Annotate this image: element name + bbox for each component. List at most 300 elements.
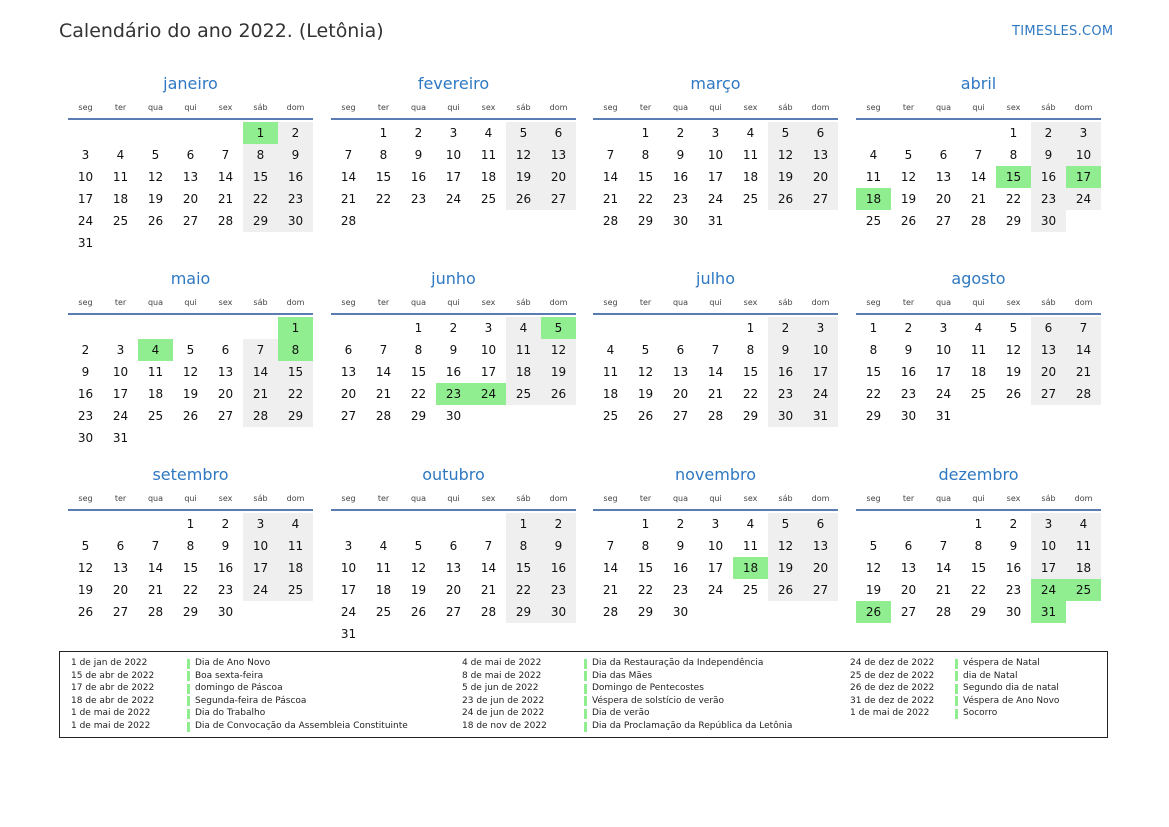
- day-cell: 13: [182, 170, 199, 184]
- day-cell: 21: [217, 192, 234, 206]
- site-link[interactable]: TIMESLES.COM: [1012, 24, 1114, 39]
- day-cell: 2: [414, 126, 423, 140]
- day-cell: 28: [602, 214, 619, 228]
- day-cell: 6: [803, 122, 838, 144]
- weekday-label: ter: [377, 298, 390, 307]
- day-cell: 31: [803, 405, 838, 427]
- weekday-header: [331, 102, 576, 114]
- day-cell: 29: [1005, 214, 1022, 228]
- day-cell: 12: [182, 365, 199, 379]
- day-cell: 20: [803, 166, 838, 188]
- day-cell: 30: [672, 214, 689, 228]
- day-cell: 7: [711, 343, 720, 357]
- weekday-label: sáb: [778, 494, 793, 503]
- weekday-label: qui: [709, 298, 722, 307]
- weekday-label: qui: [447, 298, 460, 307]
- legend-holiday-name: domingo de Páscoa: [195, 683, 283, 694]
- day-cell: 3: [449, 126, 458, 140]
- day-cell: 30: [768, 405, 803, 427]
- day-cell: 28: [243, 405, 278, 427]
- weekday-header: [68, 102, 313, 114]
- weekday-label: qua: [147, 103, 164, 112]
- day-cell: 17: [77, 192, 94, 206]
- day-cell: 1: [506, 513, 541, 535]
- day-cell: 12: [410, 561, 427, 575]
- day-cell: 28: [1066, 383, 1101, 405]
- month-name: novembro: [675, 465, 756, 484]
- day-cell: 5: [768, 122, 803, 144]
- day-cell: 14: [970, 170, 987, 184]
- day-cell: 21: [935, 583, 952, 597]
- day-cell: 13: [672, 365, 689, 379]
- day-cell: 26: [768, 579, 803, 601]
- day-cell: 14: [340, 170, 357, 184]
- day-cell: 7: [484, 539, 493, 553]
- day-cell: 3: [711, 126, 720, 140]
- day-cell: 12: [865, 561, 882, 575]
- holiday-day-cell: 31: [1031, 601, 1066, 623]
- legend-holiday-name: Dia de Ano Novo: [195, 658, 271, 668]
- day-cell: 21: [970, 192, 987, 206]
- month-name: abril: [960, 74, 997, 93]
- holiday-day-cell: 24: [1031, 579, 1066, 601]
- day-cell: 7: [379, 343, 388, 357]
- day-cell: 7: [151, 539, 160, 553]
- legend-marker: [584, 696, 587, 706]
- month-name: agosto: [951, 269, 1006, 288]
- day-cell: 17: [243, 557, 278, 579]
- month-divider: [331, 118, 576, 120]
- day-cell: 31: [340, 627, 357, 641]
- day-cell: 14: [707, 365, 724, 379]
- day-cell: 1: [746, 321, 755, 335]
- day-cell: 18: [1066, 557, 1101, 579]
- day-cell: 17: [340, 583, 357, 597]
- legend-marker: [187, 696, 190, 706]
- weekday-header: [856, 102, 1101, 114]
- day-cell: 19: [865, 583, 882, 597]
- day-cell: 4: [974, 321, 983, 335]
- day-cell: 11: [742, 539, 759, 553]
- day-grid: [68, 122, 313, 254]
- month-outubro: [331, 465, 576, 645]
- legend-date: 24 de jun de 2022: [462, 708, 545, 719]
- day-cell: 7: [1066, 317, 1101, 339]
- day-cell: 28: [375, 409, 392, 423]
- day-cell: 15: [278, 361, 313, 383]
- day-cell: 2: [1031, 122, 1066, 144]
- day-cell: 23: [672, 192, 689, 206]
- day-cell: 8: [641, 539, 650, 553]
- day-cell: 30: [900, 409, 917, 423]
- day-cell: 26: [147, 214, 164, 228]
- day-cell: 3: [344, 539, 353, 553]
- weekday-header: [68, 493, 313, 505]
- day-cell: 17: [707, 170, 724, 184]
- month-name: março: [690, 74, 741, 93]
- month-junho: [331, 269, 576, 449]
- legend-marker: [955, 696, 958, 706]
- weekday-label: dom: [1074, 103, 1093, 112]
- day-cell: 14: [602, 170, 619, 184]
- day-cell: 16: [278, 166, 313, 188]
- day-cell: 4: [869, 148, 878, 162]
- day-cell: 4: [606, 343, 615, 357]
- day-cell: 19: [768, 557, 803, 579]
- weekday-label: sex: [743, 298, 758, 307]
- weekday-label: qua: [672, 103, 689, 112]
- day-cell: 18: [506, 361, 541, 383]
- month-divider: [331, 509, 576, 511]
- day-cell: 8: [746, 343, 755, 357]
- day-cell: 7: [344, 148, 353, 162]
- legend-holiday-name: Dia das Mães: [592, 670, 653, 681]
- weekday-label: seg: [866, 494, 881, 503]
- day-cell: 18: [278, 557, 313, 579]
- day-cell: 10: [707, 148, 724, 162]
- day-cell: 12: [1005, 343, 1022, 357]
- day-cell: 14: [480, 561, 497, 575]
- day-cell: 11: [147, 365, 164, 379]
- day-grid: [68, 317, 313, 449]
- day-cell: 27: [1031, 383, 1066, 405]
- day-cell: 8: [186, 539, 195, 553]
- day-cell: 27: [803, 188, 838, 210]
- holiday-day-cell: 17: [1066, 166, 1101, 188]
- weekday-label: dom: [1074, 494, 1093, 503]
- day-cell: 15: [865, 365, 882, 379]
- day-cell: 6: [939, 148, 948, 162]
- day-cell: 20: [803, 557, 838, 579]
- legend-marker: [955, 671, 958, 681]
- weekday-label: ter: [902, 103, 915, 112]
- day-cell: 27: [935, 214, 952, 228]
- month-name: maio: [170, 269, 211, 288]
- legend-holiday-name: Dia da Proclamação da República da Letônia: [592, 721, 793, 731]
- day-cell: 14: [375, 365, 392, 379]
- legend-date: 1 de mai de 2022: [71, 721, 151, 731]
- legend-date: 5 de jun de 2022: [462, 683, 539, 694]
- day-cell: 1: [641, 126, 650, 140]
- weekday-label: dom: [811, 298, 830, 307]
- day-cell: 11: [112, 170, 129, 184]
- day-cell: 23: [900, 387, 917, 401]
- day-grid: [593, 317, 838, 449]
- day-cell: 16: [410, 170, 427, 184]
- weekday-label: qui: [972, 494, 985, 503]
- day-cell: 14: [1066, 339, 1101, 361]
- day-cell: 10: [77, 170, 94, 184]
- month-dezembro: [856, 465, 1101, 645]
- holiday-day-cell: 8: [278, 339, 313, 361]
- month-divider: [593, 509, 838, 511]
- legend-date: 31 de dez de 2022: [850, 695, 935, 706]
- day-cell: 9: [1009, 539, 1018, 553]
- day-cell: 15: [742, 365, 759, 379]
- weekday-label: qui: [184, 103, 197, 112]
- day-cell: 13: [803, 535, 838, 557]
- legend-marker: [955, 684, 958, 694]
- holiday-day-cell: 15: [996, 166, 1031, 188]
- weekday-label: sex: [218, 103, 233, 112]
- weekday-label: qui: [972, 103, 985, 112]
- legend-date: 4 de mai de 2022: [462, 658, 542, 668]
- month-divider: [68, 118, 313, 120]
- day-cell: 19: [506, 166, 541, 188]
- weekday-label: dom: [286, 298, 305, 307]
- day-cell: 29: [182, 605, 199, 619]
- day-cell: 1: [186, 517, 195, 531]
- day-cell: 4: [746, 126, 755, 140]
- weekday-label: seg: [866, 298, 881, 307]
- day-cell: 22: [182, 583, 199, 597]
- day-cell: 15: [970, 561, 987, 575]
- day-cell: 18: [375, 583, 392, 597]
- month-fevereiro: [331, 74, 576, 254]
- day-cell: 27: [900, 605, 917, 619]
- day-cell: 26: [900, 214, 917, 228]
- day-cell: 14: [243, 361, 278, 383]
- weekday-label: sáb: [516, 103, 531, 112]
- month-divider: [331, 313, 576, 315]
- month-divider: [68, 313, 313, 315]
- day-cell: 3: [1066, 122, 1101, 144]
- day-cell: 25: [970, 387, 987, 401]
- day-cell: 1: [641, 517, 650, 531]
- day-cell: 12: [768, 144, 803, 166]
- day-cell: 4: [379, 539, 388, 553]
- day-cell: 20: [541, 166, 576, 188]
- day-cell: 2: [676, 517, 685, 531]
- weekday-header: [68, 297, 313, 309]
- day-cell: 8: [1009, 148, 1018, 162]
- day-cell: 15: [637, 170, 654, 184]
- legend-holiday-name: dia de Natal: [963, 670, 1018, 681]
- day-cell: 16: [1005, 561, 1022, 575]
- weekday-header: [593, 493, 838, 505]
- day-cell: 22: [865, 387, 882, 401]
- month-name: fevereiro: [417, 74, 490, 93]
- legend-holiday-name: Dia de verão: [592, 708, 650, 719]
- legend-holiday-name: Segundo dia de natal: [963, 683, 1059, 694]
- month-name: julho: [696, 269, 735, 288]
- day-cell: 13: [900, 561, 917, 575]
- day-grid: [331, 317, 576, 449]
- day-cell: 20: [935, 192, 952, 206]
- weekday-header: [331, 297, 576, 309]
- day-cell: 29: [506, 601, 541, 623]
- month-maio: [68, 269, 313, 449]
- day-cell: 16: [77, 387, 94, 401]
- day-cell: 30: [1005, 605, 1022, 619]
- day-cell: 22: [243, 188, 278, 210]
- day-cell: 25: [742, 192, 759, 206]
- day-cell: 16: [900, 365, 917, 379]
- weekday-header: [593, 297, 838, 309]
- weekday-header: [856, 493, 1101, 505]
- day-cell: 15: [375, 170, 392, 184]
- holiday-day-cell: 5: [541, 317, 576, 339]
- day-cell: 20: [672, 387, 689, 401]
- day-cell: 16: [1031, 166, 1066, 188]
- legend-holiday-name: Dia de Convocação da Assembleia Constituinte: [195, 721, 408, 731]
- day-cell: 29: [637, 214, 654, 228]
- legend-date: 24 de dez de 2022: [850, 658, 935, 668]
- weekday-label: qua: [672, 494, 689, 503]
- day-cell: 19: [768, 166, 803, 188]
- day-cell: 13: [217, 365, 234, 379]
- holiday-legend: [59, 651, 1108, 738]
- weekday-label: ter: [902, 298, 915, 307]
- weekday-label: dom: [549, 494, 568, 503]
- day-cell: 11: [506, 339, 541, 361]
- day-cell: 6: [904, 539, 913, 553]
- month-name: janeiro: [163, 74, 218, 93]
- weekday-label: dom: [286, 103, 305, 112]
- day-cell: 27: [672, 409, 689, 423]
- day-cell: 18: [147, 387, 164, 401]
- day-grid: [856, 317, 1101, 449]
- weekday-label: dom: [286, 494, 305, 503]
- day-cell: 19: [900, 192, 917, 206]
- page-title: Calendário do ano 2022. (Letônia): [59, 20, 384, 42]
- day-cell: 7: [221, 148, 230, 162]
- day-cell: 28: [602, 605, 619, 619]
- month-agosto: [856, 269, 1101, 449]
- day-cell: 17: [935, 365, 952, 379]
- day-cell: 28: [147, 605, 164, 619]
- day-cell: 11: [1066, 535, 1101, 557]
- weekday-label: ter: [377, 103, 390, 112]
- day-cell: 25: [278, 579, 313, 601]
- day-cell: 9: [768, 339, 803, 361]
- day-cell: 8: [641, 148, 650, 162]
- day-cell: 21: [602, 583, 619, 597]
- month-janeiro: [68, 74, 313, 254]
- day-cell: 11: [865, 170, 882, 184]
- weekday-label: seg: [341, 298, 356, 307]
- day-cell: 17: [480, 365, 497, 379]
- day-cell: 30: [541, 601, 576, 623]
- weekday-label: qua: [672, 298, 689, 307]
- day-cell: 24: [1066, 188, 1101, 210]
- legend-marker: [584, 671, 587, 681]
- weekday-label: ter: [639, 103, 652, 112]
- day-cell: 12: [147, 170, 164, 184]
- legend-marker: [955, 709, 958, 719]
- day-cell: 16: [217, 561, 234, 575]
- legend-date: 25 de dez de 2022: [850, 670, 935, 681]
- day-cell: 10: [935, 343, 952, 357]
- day-cell: 10: [707, 539, 724, 553]
- day-cell: 7: [606, 148, 615, 162]
- day-cell: 29: [970, 605, 987, 619]
- day-cell: 20: [217, 387, 234, 401]
- day-cell: 2: [1009, 517, 1018, 531]
- weekday-label: seg: [603, 298, 618, 307]
- day-cell: 6: [116, 539, 125, 553]
- day-cell: 1: [379, 126, 388, 140]
- day-cell: 9: [278, 144, 313, 166]
- weekday-label: sáb: [516, 494, 531, 503]
- day-cell: 15: [410, 365, 427, 379]
- day-cell: 27: [541, 188, 576, 210]
- day-cell: 6: [186, 148, 195, 162]
- weekday-label: dom: [549, 103, 568, 112]
- day-cell: 7: [243, 339, 278, 361]
- day-cell: 4: [484, 126, 493, 140]
- day-cell: 8: [414, 343, 423, 357]
- weekday-label: sáb: [253, 103, 268, 112]
- day-cell: 9: [1031, 144, 1066, 166]
- day-cell: 9: [904, 343, 913, 357]
- day-cell: 15: [637, 561, 654, 575]
- day-cell: 10: [112, 365, 129, 379]
- day-cell: 18: [602, 387, 619, 401]
- weekday-label: sáb: [778, 298, 793, 307]
- day-cell: 23: [768, 383, 803, 405]
- day-cell: 5: [641, 343, 650, 357]
- month-setembro: [68, 465, 313, 645]
- weekday-header: [331, 493, 576, 505]
- day-cell: 29: [278, 405, 313, 427]
- day-cell: 19: [637, 387, 654, 401]
- day-cell: 22: [506, 579, 541, 601]
- day-cell: 25: [506, 383, 541, 405]
- weekday-label: seg: [341, 494, 356, 503]
- day-cell: 11: [375, 561, 392, 575]
- day-cell: 8: [869, 343, 878, 357]
- day-cell: 12: [77, 561, 94, 575]
- weekday-label: qua: [935, 298, 952, 307]
- weekday-label: seg: [341, 103, 356, 112]
- day-cell: 16: [445, 365, 462, 379]
- day-cell: 22: [637, 192, 654, 206]
- day-cell: 13: [112, 561, 129, 575]
- day-cell: 2: [449, 321, 458, 335]
- weekday-label: qua: [935, 494, 952, 503]
- day-cell: 25: [602, 409, 619, 423]
- holiday-day-cell: 1: [278, 317, 313, 339]
- month-março: [593, 74, 838, 254]
- weekday-label: qui: [972, 298, 985, 307]
- day-cell: 18: [742, 170, 759, 184]
- day-cell: 21: [340, 192, 357, 206]
- day-cell: 5: [768, 513, 803, 535]
- day-cell: 28: [480, 605, 497, 619]
- legend-date: 23 de jun de 2022: [462, 695, 545, 706]
- legend-holiday-name: Véspera de Ano Novo: [963, 695, 1060, 706]
- weekday-header: [593, 102, 838, 114]
- day-cell: 19: [77, 583, 94, 597]
- day-cell: 24: [707, 192, 724, 206]
- day-cell: 24: [803, 383, 838, 405]
- day-grid: [68, 513, 313, 645]
- weekday-label: qui: [447, 494, 460, 503]
- day-cell: 26: [77, 605, 94, 619]
- day-cell: 13: [935, 170, 952, 184]
- day-cell: 22: [637, 583, 654, 597]
- day-cell: 22: [278, 383, 313, 405]
- day-cell: 16: [672, 561, 689, 575]
- day-cell: 20: [182, 192, 199, 206]
- day-cell: 23: [410, 192, 427, 206]
- month-name: junho: [431, 269, 476, 288]
- day-cell: 11: [742, 148, 759, 162]
- day-cell: 19: [541, 361, 576, 383]
- day-cell: 20: [112, 583, 129, 597]
- holiday-day-cell: 26: [856, 601, 891, 623]
